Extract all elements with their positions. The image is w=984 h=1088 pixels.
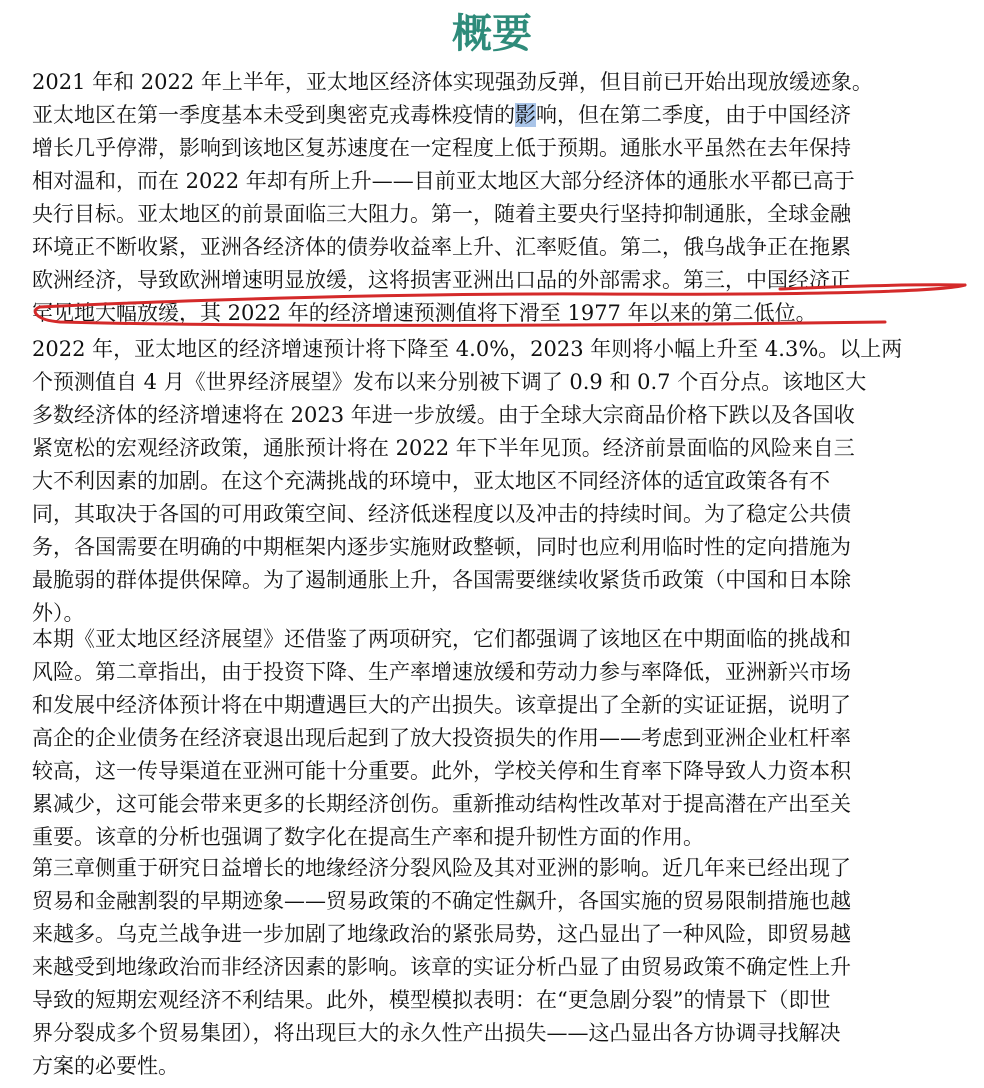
paragraph-3 (32, 623, 972, 854)
text-line: 导致的短期宏观经济不利结果。此外，模型模拟表明：在“更急剧分裂”的情景下（即世 (32, 988, 831, 1012)
text-line: 欧洲经济，导致欧洲增速明显放缓，这将损害亚洲出口品的外部需求。第三，中国经济正 (32, 268, 851, 292)
text-line (32, 99, 972, 132)
selected-text-highlight: 影 (515, 103, 536, 127)
text-line: 增长几乎停滞，影响到该地区复苏速度在一定程度上低于预期。通胀水平虽然在去年保持 (32, 136, 851, 160)
text-before-highlight: 亚太地区在第一季度基本未受到奥密克戎毒株疫情的 (32, 103, 515, 127)
text-line: 罕见地大幅放缓，其 2022 年的经济增速预测值将下滑至 1977 年以来的第二低位。 (32, 301, 817, 325)
text-line: 紧宽松的宏观经济政策，通胀预计将在 2022 年下半年见顶。经济前景面临的风险来自三 (32, 436, 855, 460)
paragraph-4 (32, 852, 972, 1083)
text-line: 累减少，这可能会带来更多的长期经济创伤。重新推动结构性改革对于提高潜在产出至关 (32, 792, 851, 816)
text-after-highlight: 响，但在第二季度，由于中国经济 (536, 103, 851, 127)
text-line: 高企的企业债务在经济衰退出现后起到了放大投资损失的作用——考虑到亚洲企业杠杆率 (32, 726, 851, 750)
text-line: 贸易和金融割裂的早期迹象——贸易政策的不确定性飙升，各国实施的贸易限制措施也越 (32, 889, 851, 913)
text-line: 多数经济体的经济增速将在 2023 年进一步放缓。由于全球大宗商品价格下跌以及各国收 (32, 403, 855, 427)
text-line: 最脆弱的群体提供保障。为了遏制通胀上升，各国需要继续收紧货币政策（中国和日本除 (32, 568, 851, 592)
text-line: 大不利因素的加剧。在这个充满挑战的环境中，亚太地区不同经济体的适宜政策各有不 (32, 469, 830, 493)
paragraph-1 (32, 66, 972, 330)
text-line: 本期《亚太地区经济展望》还借鉴了两项研究，它们都强调了该地区在中期面临的挑战和 (32, 627, 851, 651)
text-line: 风险。第二章指出，由于投资下降、生产率增速放缓和劳动力参与率降低，亚洲新兴市场 (32, 660, 851, 684)
text-line: 和发展中经济体预计将在中期遭遇巨大的产出损失。该章提出了全新的实证证据，说明了 (32, 693, 851, 717)
text-line: 界分裂成多个贸易集团），将出现巨大的永久性产出损失——这凸显出各方协调寻找解决 (32, 1021, 841, 1045)
text-line: 环境正不断收紧，亚洲各经济体的债券收益率上升、汇率贬值。第二，俄乌战争正在拖累 (32, 235, 851, 259)
text-line: 个预测值自 4 月《世界经济展望》发布以来分别被下调了 0.9 和 0.7 个百分点。该地区大 (32, 370, 867, 394)
text-line: 第三章侧重于研究日益增长的地缘经济分裂风险及其对亚洲的影响。近几年来已经出现了 (32, 856, 851, 880)
page-title: 概要 (452, 10, 532, 57)
text-line: 2021 年和 2022 年上半年，亚太地区经济体实现强劲反弹，但目前已开始出现放缓迹象。 (32, 70, 873, 94)
text-line: 来越多。乌克兰战争进一步加剧了地缘政治的紧张局势，这凸显出了一种风险，即贸易越 (32, 922, 851, 946)
text-line: 外）。 (32, 601, 85, 625)
text-line: 来越受到地缘政治而非经济因素的影响。该章的实证分析凸显了由贸易政策不确定性上升 (32, 955, 851, 979)
text-line: 重要。该章的分析也强调了数字化在提高生产率和提升韧性方面的作用。 (32, 825, 704, 849)
paragraph-2 (32, 333, 972, 630)
text-line: 务，各国需要在明确的中期框架内逐步实施财政整顿，同时也应利用临时性的定向措施为 (32, 535, 851, 559)
text-line: 相对温和，而在 2022 年却有所上升——目前亚太地区大部分经济体的通胀水平都已高于 (32, 169, 855, 193)
text-line: 较高，这一传导渠道在亚洲可能十分重要。此外，学校关停和生育率下降导致人力资本积 (32, 759, 851, 783)
text-line: 2022 年，亚太地区的经济增速预计将下降至 4.0%，2023 年则将小幅上升至 4.3%。以上两 (32, 337, 903, 361)
text-line: 方案的必要性。 (32, 1054, 179, 1078)
text-line: 央行目标。亚太地区的前景面临三大阻力。第一，随着主要央行坚持抑制通胀，全球金融 (32, 202, 851, 226)
text-line: 同，其取决于各国的可用政策空间、经济低迷程度以及冲击的持续时间。为了稳定公共债 (32, 502, 851, 526)
